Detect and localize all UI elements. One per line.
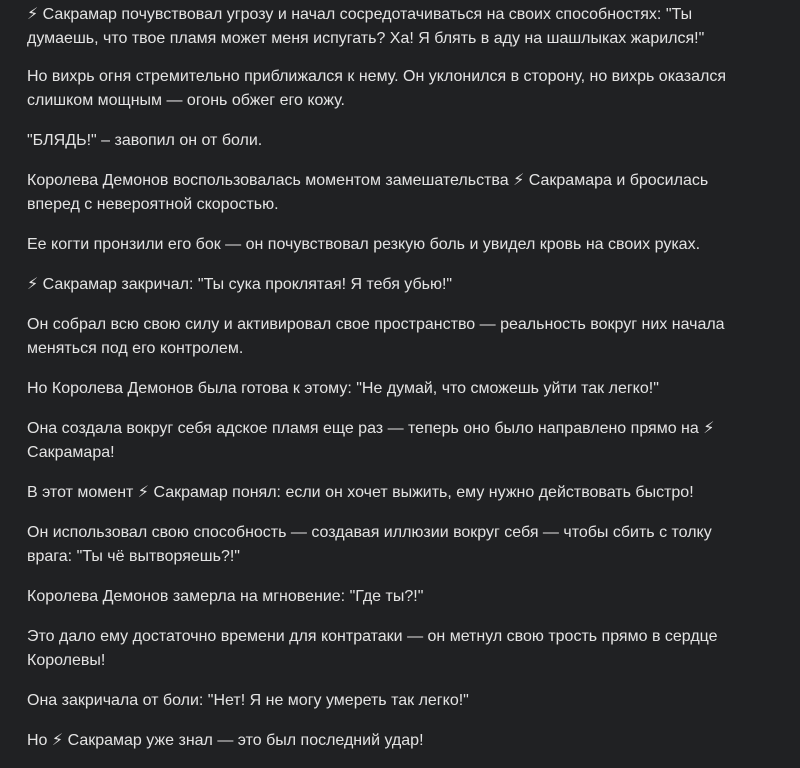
paragraph-2: Но вихрь огня стремительно приближался к нему. Он уклонился в сторону, но вихрь оказался слишком мощным — огонь обжег его кожу.	[27, 68, 726, 109]
paragraph-9: Она создала вокруг себя адское пламя еще раз — теперь оно было направлено прямо на ⚡ Сакрамара!	[27, 420, 715, 461]
paragraph-15: Но ⚡ Сакрамар уже знал — это был последний удар!	[27, 732, 424, 749]
paragraph-13: Это дало ему достаточно времени для контратаки — он метнул свою трость прямо в сердце Королевы!	[27, 628, 718, 669]
paragraph-12: Королева Демонов замерла на мгновение: "Где ты?!"	[27, 588, 424, 605]
paragraph-1: ⚡ Сакрамар почувствовал угрозу и начал сосредотачиваться на своих способностях: "Ты думаешь, что твое пламя может меня испугать? Ха! Я блять в аду на шашлыках жарился!"	[27, 6, 705, 47]
paragraph-3: "БЛЯДЬ!" – завопил он от боли.	[27, 132, 263, 149]
paragraph-8: Но Королева Демонов была готова к этому: "Не думай, что сможешь уйти так легко!"	[27, 380, 659, 397]
paragraph-7: Он собрал всю свою силу и активировал свое пространство — реальность вокруг них начала меняться под его контролем.	[27, 316, 725, 357]
paragraph-10: В этот момент ⚡ Сакрамар понял: если он хочет выжить, ему нужно действовать быстро!	[27, 484, 694, 501]
paragraph-6: ⚡ Сакрамар закричал: "Ты сука проклятая! Я тебя убью!"	[27, 276, 453, 293]
paragraph-5: Ее когти пронзили его бок — он почувствовал резкую боль и увидел кровь на своих руках.	[27, 236, 701, 253]
paragraph-14: Она закричала от боли: "Нет! Я не могу умереть так легко!"	[27, 692, 469, 709]
paragraph-4: Королева Демонов воспользовалась моментом замешательства ⚡ Сакрамара и бросилась вперед с невероятной скоростью.	[27, 172, 709, 213]
paragraph-11: Он использовал свою способность — создавая иллюзии вокруг себя — чтобы сбить с толку врага: "Ты чё вытворяешь?!"	[27, 524, 712, 565]
